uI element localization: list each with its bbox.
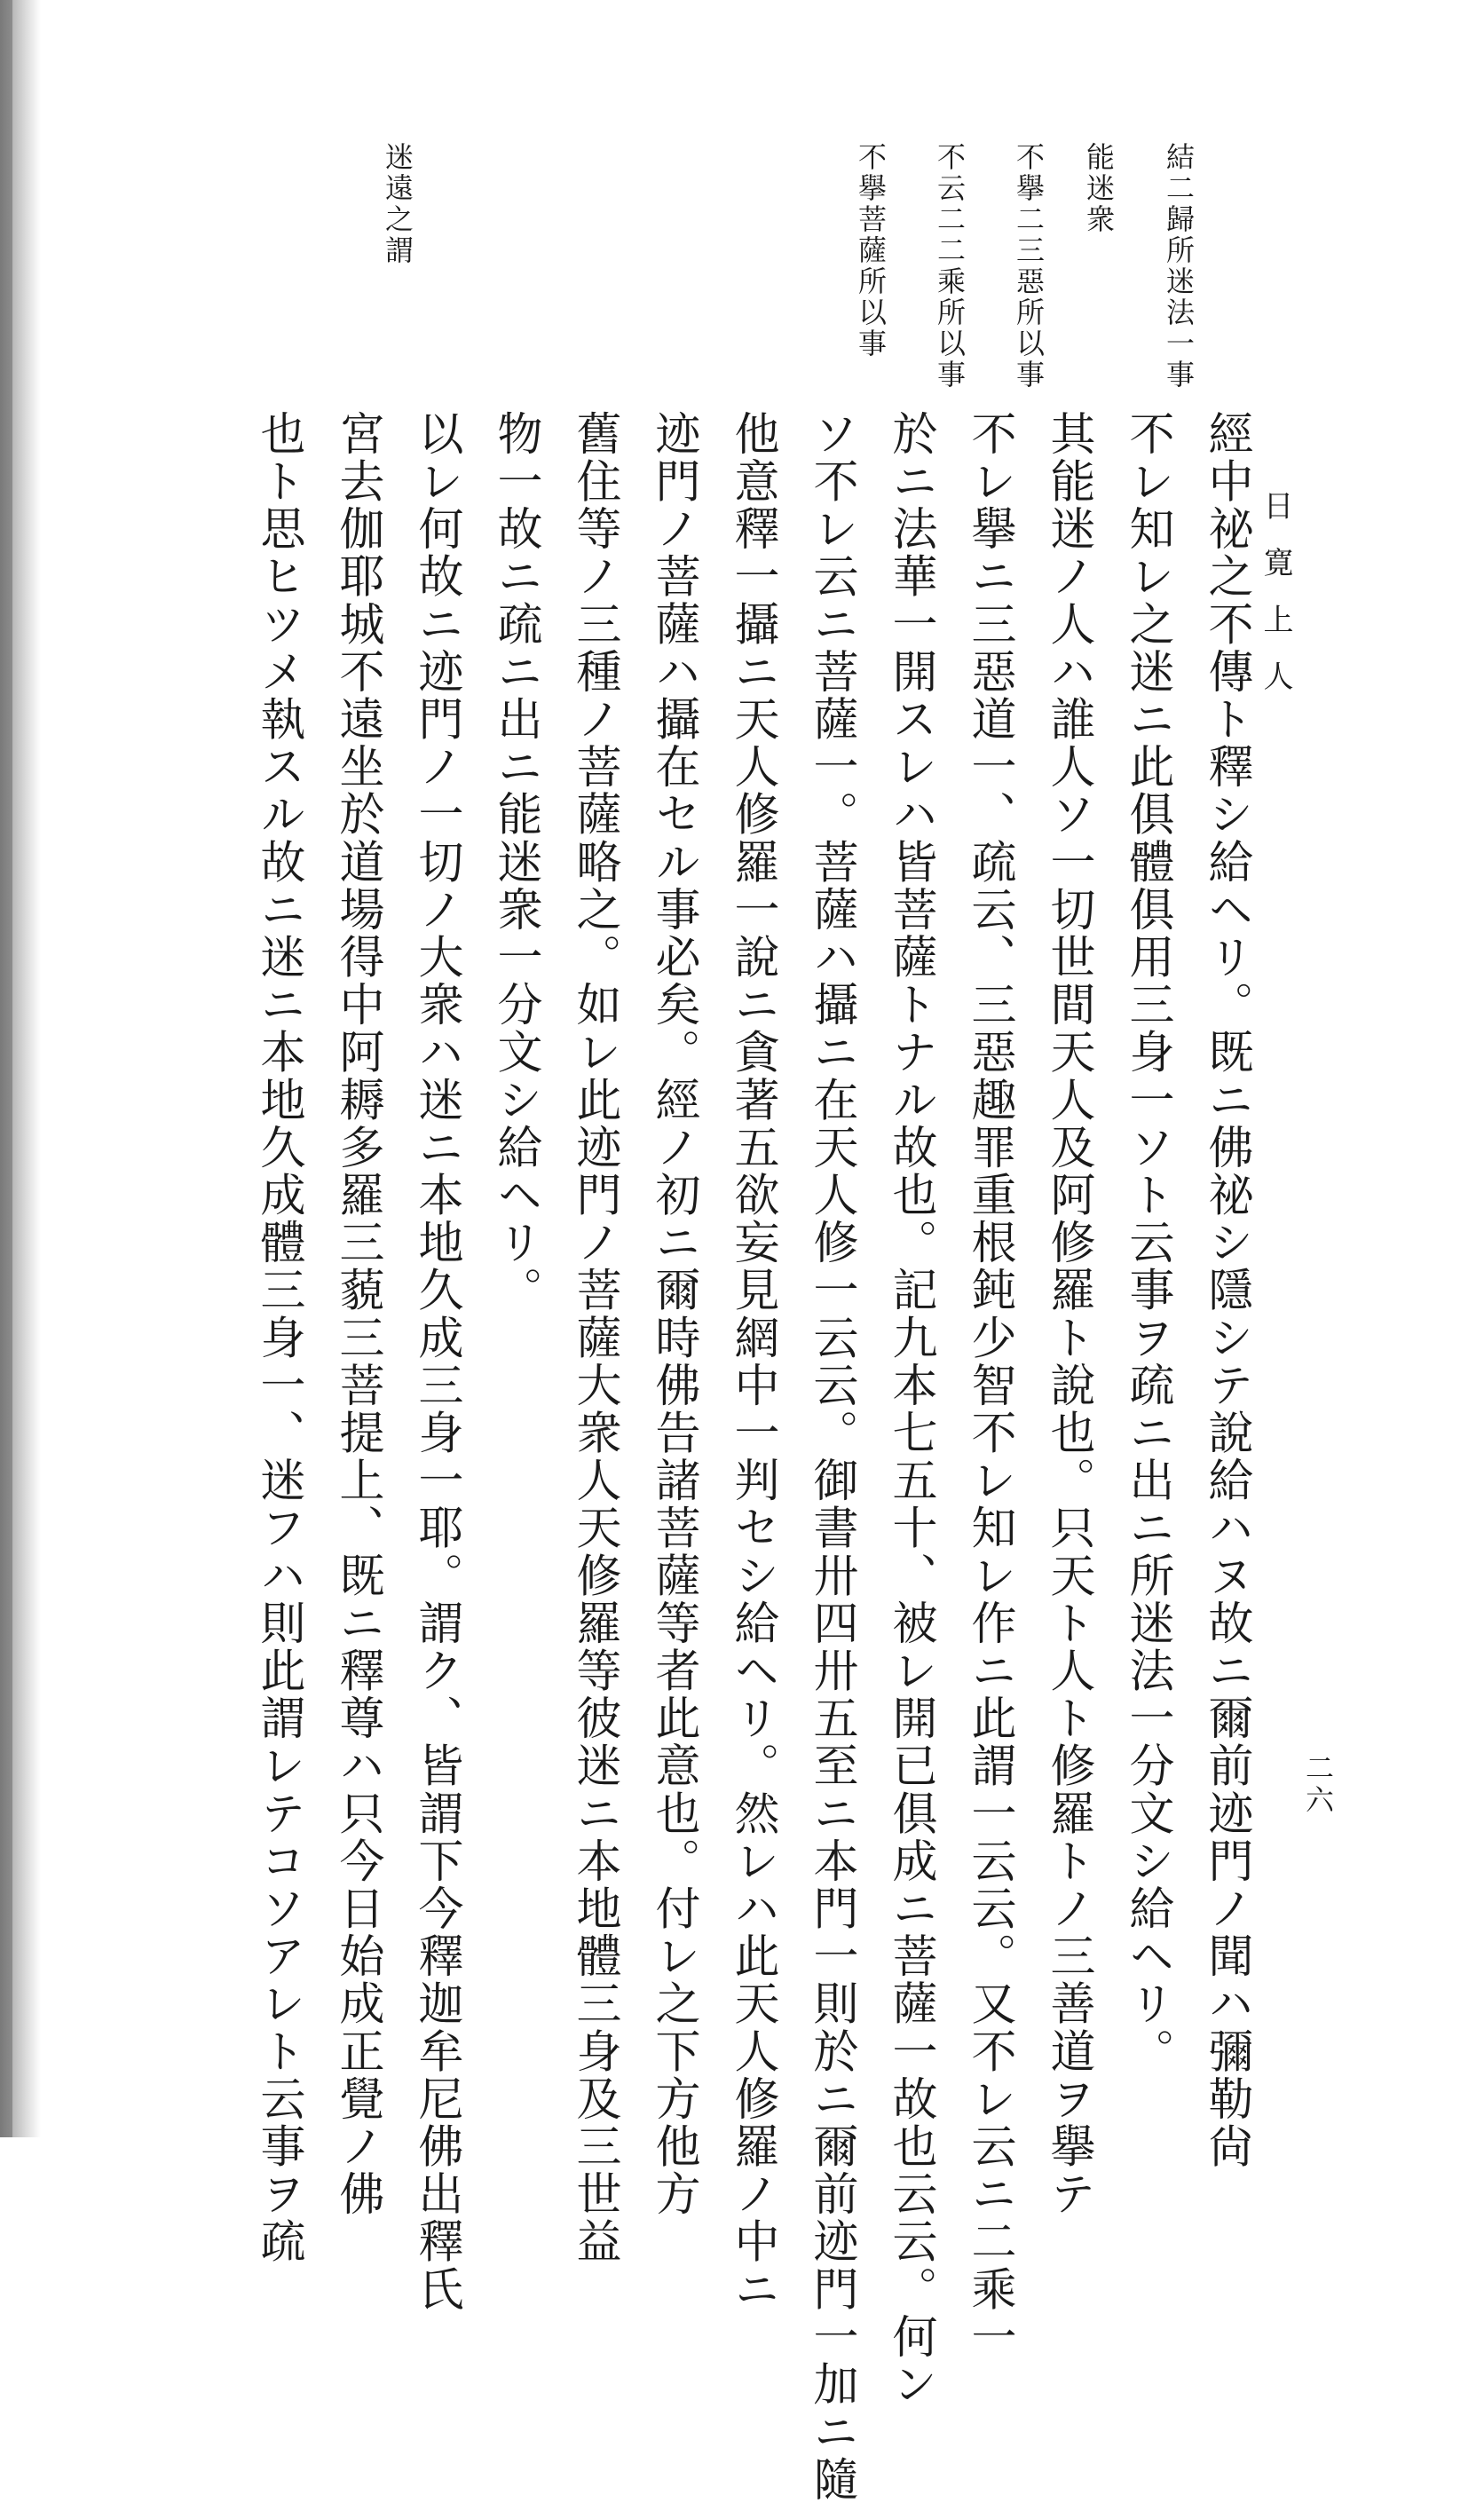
body-line: 於ニ法華一開スレハ皆菩薩トナル故也。記九本七五十、被レ開已俱成ニ菩薩一故也云云。何ン [884, 410, 936, 2409]
body-line: 不レ擧ニ三惡道一、疏云、三惡趣罪重根鈍少智不レ知レ作ニ此謂一云云。又不レ云ニ二乘一 [963, 410, 1015, 2361]
body-line: 舊住等ノ三種ノ菩薩略之。如レ此迹門ノ菩薩大衆人天修羅等彼迷ニ本地體三身及三世益 [568, 410, 620, 2266]
headnote-5: 不擧菩薩所以事 [854, 142, 888, 359]
body-line: 經中祕之不傳ト釋シ給ヘリ。既ニ佛祕シ隱シテ說給ハヌ故ニ爾前迹門ノ聞ハ彌勒尙 [1200, 410, 1252, 2171]
body-line: 迹門ノ菩薩ハ攝在セル事必矣。經ノ初ニ爾時佛告諸菩薩等者此意也。付レ之下方他方 [647, 410, 699, 2218]
body-line: ソ不レ云ニ菩薩一。菩薩ハ攝ニ在天人修一云云。御書卅四卅五至ニ本門一則於ニ爾前迹門一加ニ隨 [805, 410, 857, 2503]
body-line: 其能迷ノ人ハ誰人ソ一切世間天人及阿修羅ト說也。只天ト人ト修羅トノ三善道ヲ擧テ [1042, 410, 1094, 2218]
headnote-1: 結二歸所迷法一事 [1162, 142, 1196, 391]
headnote-4: 不云二二乘所以事 [933, 142, 967, 391]
body-line: 不レ知レ之迷ニ此俱體俱用三身一ソト云事ヲ疏ニ出ニ所迷法一分文シ給ヘリ。 [1121, 410, 1173, 2075]
page-number: 二六 [1301, 1753, 1335, 1817]
body-line: 宮去伽耶城不遠坐於道場得中阿耨多羅三藐三菩提上、既ニ釋尊ハ只今日始成正覺ノ佛 [331, 410, 383, 2218]
body-line: 以レ何故ニ迹門ノ一切ノ大衆ハ迷ニ本地久成三身一耶。謂ク、皆謂下今釋迦牟尼佛出釋氏 [410, 410, 462, 2313]
running-head: 日寛上人 [1258, 490, 1293, 717]
headnote-6: 迷遠之謂 [381, 142, 414, 266]
body-line: 也ト思ヒツメ執スル故ニ迷ニ本地久成體三身一、迷フハ則此謂レテコソアレト云事ヲ疏 [252, 410, 304, 2266]
body-line: 物一故ニ疏ニ出ニ能迷衆一分文シ給ヘリ。 [489, 410, 541, 1315]
body-line: 他意釋一攝ニ天人修羅一說ニ貪著五欲妄見網中一判セシ給ヘリ。然レハ此天人修羅ノ中ニ [726, 410, 778, 2313]
headnote-2: 能迷衆 [1082, 142, 1116, 235]
binding-edge [0, 0, 12, 2137]
headnote-3: 不擧二三惡所以事 [1012, 142, 1046, 391]
